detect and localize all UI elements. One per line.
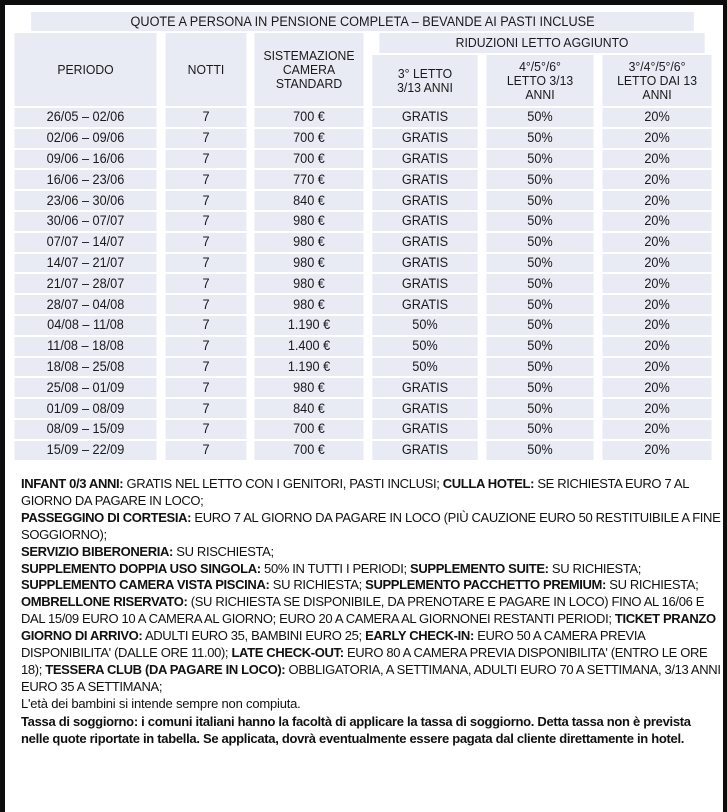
cell-notti: 7 — [166, 316, 247, 335]
cell-prezzo: 1.190 € — [254, 358, 363, 377]
cell-prezzo: 980 € — [254, 254, 363, 273]
note-eta: L'età dei bambini si intende sempre non compiuta. — [21, 695, 301, 711]
cell-periodo: 07/07 – 14/07 — [15, 233, 157, 252]
table-row — [10, 337, 715, 356]
cell-notti: 7 — [166, 108, 247, 127]
cell-letto-13: 20% — [602, 420, 711, 439]
cell-terzo-letto: GRATIS — [372, 254, 477, 273]
cell-prezzo: 700 € — [254, 129, 363, 148]
cell-letto-13: 20% — [602, 254, 711, 273]
early-checkin-text: EURO 50 A CAMERA PREVIA DISPONIBILITA' (DALLE ORE 11.00); — [21, 628, 645, 661]
premium-text: SU RICHIESTA; — [605, 577, 699, 593]
header-letto-13: 3°/4°/5°/6° LETTO DAI 13 ANNI — [602, 55, 711, 106]
cell-periodo: 23/06 – 30/06 — [15, 191, 157, 210]
header-notti: NOTTI — [166, 33, 247, 106]
cell-terzo-letto: GRATIS — [372, 170, 477, 189]
cell-prezzo: 840 € — [254, 399, 363, 418]
cell-letto-13: 20% — [602, 170, 711, 189]
table-row — [10, 274, 715, 293]
piscina-text: SU RICHIESTA; — [269, 577, 366, 593]
cell-prezzo: 700 € — [254, 441, 363, 460]
cell-notti: 7 — [166, 274, 247, 293]
cell-quarto-letto: 50% — [486, 233, 593, 252]
table-row — [10, 295, 715, 314]
cell-prezzo: 700 € — [254, 108, 363, 127]
cell-prezzo: 980 € — [254, 233, 363, 252]
cell-notti: 7 — [166, 337, 247, 356]
header-sistemazione: SISTEMAZIONE CAMERA STANDARD — [254, 33, 363, 106]
cell-prezzo: 980 € — [254, 295, 363, 314]
suite-label: SUPPLEMENTO SUITE: — [410, 560, 549, 576]
cell-quarto-letto: 50% — [486, 274, 593, 293]
cell-quarto-letto: 50% — [486, 108, 593, 127]
table-row — [10, 254, 715, 273]
cell-prezzo: 700 € — [254, 420, 363, 439]
cell-quarto-letto: 50% — [486, 212, 593, 231]
cell-periodo: 16/06 – 23/06 — [15, 170, 157, 189]
ombrellone-label: OMBRELLONE RISERVATO: — [21, 594, 188, 610]
cell-terzo-letto: GRATIS — [372, 399, 477, 418]
cell-prezzo: 770 € — [254, 170, 363, 189]
cell-letto-13: 20% — [602, 274, 711, 293]
cell-terzo-letto: GRATIS — [372, 420, 477, 439]
note-supplementi — [21, 561, 721, 578]
biberoneria-text: SU RISCHIESTA; — [173, 543, 274, 559]
cell-quarto-letto: 50% — [486, 295, 593, 314]
cell-quarto-letto: 50% — [486, 378, 593, 397]
cell-letto-13: 20% — [602, 358, 711, 377]
cell-letto-13: 20% — [602, 441, 711, 460]
cell-letto-13: 20% — [602, 378, 711, 397]
cell-notti: 7 — [166, 254, 247, 273]
cell-prezzo: 1.400 € — [254, 337, 363, 356]
table-row — [10, 399, 715, 418]
cell-terzo-letto: GRATIS — [372, 108, 477, 127]
cell-periodo: 08/09 – 15/09 — [15, 420, 157, 439]
cell-quarto-letto: 50% — [486, 170, 593, 189]
cell-periodo: 09/06 – 16/06 — [15, 150, 157, 169]
table-row — [10, 441, 715, 460]
infant-label: INFANT 0/3 ANNI: — [21, 476, 124, 491]
table-row — [10, 316, 715, 335]
cell-periodo: 15/09 – 22/09 — [15, 441, 157, 460]
cell-quarto-letto: 50% — [486, 191, 593, 210]
premium-label: SUPPLEMENTO PACCHETTO PREMIUM: — [365, 577, 606, 593]
cell-terzo-letto: GRATIS — [372, 212, 477, 231]
note-passeggino — [21, 510, 721, 544]
note-infant — [21, 476, 721, 510]
note-biberoneria — [21, 544, 721, 561]
late-checkout-label: LATE CHECK-OUT: — [231, 645, 344, 661]
notes-section — [21, 476, 721, 747]
cell-terzo-letto: GRATIS — [372, 441, 477, 460]
cell-notti: 7 — [166, 150, 247, 169]
table-title: QUOTE A PERSONA IN PENSIONE COMPLETA – BEVANDE AI PASTI INCLUSE — [31, 12, 694, 31]
cell-prezzo: 980 € — [254, 274, 363, 293]
cell-notti: 7 — [166, 212, 247, 231]
cell-terzo-letto: GRATIS — [372, 191, 477, 210]
header-riduzioni: RIDUZIONI LETTO AGGIUNTO — [379, 33, 704, 53]
cell-periodo: 25/08 – 01/09 — [15, 378, 157, 397]
price-table — [8, 10, 717, 462]
cell-periodo: 30/06 – 07/07 — [15, 212, 157, 231]
cell-terzo-letto: GRATIS — [372, 274, 477, 293]
cell-quarto-letto: 50% — [486, 129, 593, 148]
early-checkin-label: EARLY CHECK-IN: — [365, 628, 474, 644]
cell-prezzo: 840 € — [254, 191, 363, 210]
header-terzo-letto: 3° LETTO 3/13 ANNI — [372, 55, 477, 106]
cell-quarto-letto: 50% — [486, 441, 593, 460]
cell-terzo-letto: 50% — [372, 337, 477, 356]
cell-terzo-letto: GRATIS — [372, 295, 477, 314]
cell-quarto-letto: 50% — [486, 358, 593, 377]
cell-terzo-letto: GRATIS — [372, 129, 477, 148]
dus-label: SUPPLEMENTO DOPPIA USO SINGOLA: — [21, 560, 261, 576]
header-quarto-letto: 4°/5°/6° LETTO 3/13 ANNI — [486, 55, 593, 106]
document-panel — [5, 5, 723, 812]
passeggino-text: EURO 7 AL GIORNO DA PAGARE IN LOCO (PIÙ CAUZIONE EURO 50 RESTITUIBILE A FINE SOGGIORNO); — [21, 509, 721, 542]
cell-notti: 7 — [166, 295, 247, 314]
note-tassa: Tassa di soggiorno: i comuni italiani hanno la facoltà di applicare la tassa di soggiorno. Detta tassa non è prevista nelle quote riportate in tabella. Se applicata, dovrà eventualmente essere pagata dal cliente direttamente in hotel. — [21, 713, 691, 746]
cell-periodo: 01/09 – 08/09 — [15, 399, 157, 418]
cell-letto-13: 20% — [602, 150, 711, 169]
table-row — [10, 191, 715, 210]
cell-quarto-letto: 50% — [486, 316, 593, 335]
cell-notti: 7 — [166, 399, 247, 418]
cell-prezzo: 700 € — [254, 150, 363, 169]
cell-periodo: 04/08 – 11/08 — [15, 316, 157, 335]
cell-prezzo: 980 € — [254, 212, 363, 231]
late-checkout-text: EURO 80 A CAMERA PREVIA DISPONIBILITA' (ENTRO LE ORE 18); — [21, 645, 708, 677]
ticket-text: ADULTI EURO 35, BAMBINI EURO 25; — [142, 628, 366, 644]
cell-notti: 7 — [166, 191, 247, 210]
cell-notti: 7 — [166, 233, 247, 252]
cell-notti: 7 — [166, 420, 247, 439]
table-row — [10, 420, 715, 439]
cell-terzo-letto: GRATIS — [372, 150, 477, 169]
dus-text: 50% IN TUTTI I PERIODI; — [260, 560, 411, 576]
cell-periodo: 28/07 – 04/08 — [15, 295, 157, 314]
cell-notti: 7 — [166, 129, 247, 148]
cell-prezzo: 1.190 € — [254, 316, 363, 335]
cell-periodo: 26/05 – 02/06 — [15, 108, 157, 127]
culla-label: CULLA HOTEL: — [442, 476, 535, 491]
table-row — [10, 129, 715, 148]
table-row — [10, 150, 715, 169]
cell-quarto-letto: 50% — [486, 337, 593, 356]
passeggino-label: PASSEGGINO DI CORTESIA: — [21, 509, 192, 525]
cell-terzo-letto: 50% — [372, 316, 477, 335]
tessera-label: TESSERA CLUB (DA PAGARE IN LOCO): — [45, 661, 286, 677]
infant-text: GRATIS NEL LETTO CON I GENITORI, PASTI INCLUSI; — [123, 476, 443, 491]
cell-periodo: 11/08 – 18/08 — [15, 337, 157, 356]
suite-text: SU RICHIESTA; — [548, 560, 642, 576]
cell-terzo-letto: GRATIS — [372, 378, 477, 397]
cell-letto-13: 20% — [602, 399, 711, 418]
cell-periodo: 14/07 – 21/07 — [15, 254, 157, 273]
cell-notti: 7 — [166, 170, 247, 189]
cell-quarto-letto: 50% — [486, 420, 593, 439]
cell-terzo-letto: GRATIS — [372, 233, 477, 252]
cell-letto-13: 20% — [602, 212, 711, 231]
table-row — [10, 358, 715, 377]
table-row — [10, 170, 715, 189]
cell-notti: 7 — [166, 378, 247, 397]
header-periodo: PERIODO — [15, 33, 157, 106]
cell-periodo: 02/06 – 09/06 — [15, 129, 157, 148]
cell-quarto-letto: 50% — [486, 150, 593, 169]
cell-letto-13: 20% — [602, 129, 711, 148]
table-row — [10, 212, 715, 231]
cell-letto-13: 20% — [602, 337, 711, 356]
table-row — [10, 233, 715, 252]
cell-periodo: 21/07 – 28/07 — [15, 274, 157, 293]
cell-terzo-letto: 50% — [372, 358, 477, 377]
piscina-label: SUPPLEMENTO CAMERA VISTA PISCINA: — [21, 577, 270, 593]
cell-letto-13: 20% — [602, 295, 711, 314]
tessera-text: OBBLIGATORIA, A SETTIMANA, ADULTI EURO 70 A SETTIMANA, 3/13 ANNI EURO 35 A SETTIMANA; — [21, 661, 721, 694]
table-row — [10, 378, 715, 397]
cell-quarto-letto: 50% — [486, 254, 593, 273]
cell-letto-13: 20% — [602, 108, 711, 127]
ticket-label: TICKET PRANZO GIORNO DI ARRIVO: — [21, 611, 716, 644]
cell-quarto-letto: 50% — [486, 399, 593, 418]
note-extras — [21, 577, 721, 695]
ombrellone-text: (SU RICHIESTA SE DISPONIBILE, DA PRENOTARE E PAGARE IN LOCO) FINO AL 16/06 E DAL 15/09 EURO 10 A CAMERA AL GIORNO; EURO 20 A CAMERA AL GIORNONEI RESTANTI PERIODI; — [21, 594, 705, 627]
cell-letto-13: 20% — [602, 316, 711, 335]
cell-prezzo: 980 € — [254, 378, 363, 397]
table-row — [10, 108, 715, 127]
cell-periodo: 18/08 – 25/08 — [15, 358, 157, 377]
biberoneria-label: SERVIZIO BIBERONERIA: — [21, 543, 174, 559]
cell-notti: 7 — [166, 441, 247, 460]
culla-text: SE RICHIESTA EURO 7 AL GIORNO DA PAGARE IN LOCO; — [21, 476, 689, 508]
cell-letto-13: 20% — [602, 191, 711, 210]
cell-notti: 7 — [166, 358, 247, 377]
cell-letto-13: 20% — [602, 233, 711, 252]
